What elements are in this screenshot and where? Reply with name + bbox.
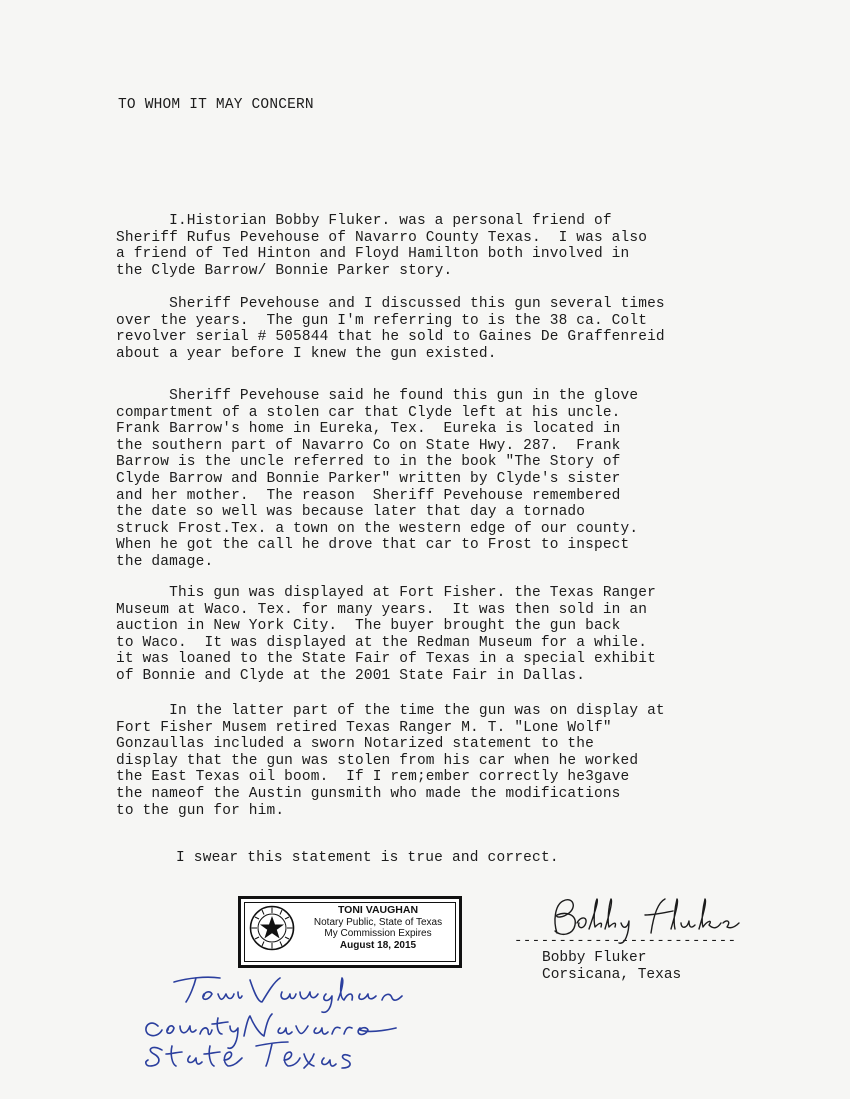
paragraph-2: Sheriff Pevehouse and I discussed this gun several times over the years. The gun I'm referring to is the 38 ca. Colt revolver serial # 505844 that he sold to Gaines De Graffenreid about a year before I knew the gun existed. — [116, 296, 665, 362]
signer-name: Bobby Fluker — [542, 950, 647, 966]
notary-stamp — [238, 896, 462, 968]
stamp-text — [303, 905, 453, 951]
paragraph-4: This gun was displayed at Fort Fisher. the Texas Ranger Museum at Waco. Tex. for many years. It was then sold in an auction in New York City. The buyer brought the gun back to Waco. It was displayed at the Redman Museum for a while. it was loaned to the State Fair of Texas in a special exhibit of Bonnie and Clyde at the 2001 State Fair in Dallas. — [116, 585, 656, 684]
notary-seal-icon — [249, 905, 295, 951]
signer-location: Corsicana, Texas — [542, 967, 682, 983]
paragraph-1: I.Historian Bobby Fluker. was a personal friend of Sheriff Rufus Pevehouse of Navarro County Texas. I was also a friend of Ted Hinton and Floyd Hamilton both involved in the Clyde Barrow/ Bonnie Parker story. — [116, 213, 648, 279]
commission-label: My Commission Expires — [324, 928, 432, 940]
paragraph-5: In the latter part of the time the gun was on display at Fort Fisher Musem retired Texas Ranger M. T. "Lone Wolf" Gonzaullas included a sworn Notarized statement to the display that the gun was stolen from his car when he worked the East Texas oil boom. If I rem;ember correctly he3gave the nameof the Austin gunsmith who made the modifications to the gun for him. — [116, 703, 665, 819]
notary-name: TONI VAUGHAN — [337, 904, 419, 916]
signature-line: ------------------------- — [514, 933, 737, 949]
sworn-statement: I swear this statement is true and correct. — [176, 850, 559, 866]
notary-title: Notary Public, State of Texas — [313, 916, 443, 928]
commission-date: August 18, 2015 — [339, 939, 417, 951]
paragraph-3: Sheriff Pevehouse said he found this gun in the glove compartment of a stolen car that Clyde left at his uncle. Frank Barrow's home in Eureka, Tex. Eureka is located in the southern part of Navarro Co on State Hwy. 287. Frank Barrow is the uncle referred to in the book "The Story of Clyde Barrow and Bonnie Parker" written by Clyde's sister and her mother. The reason Sheriff Pevehouse remembered the date so well was because later that day a tornado struck Frost.Tex. a town on the western edge of our county. When he got the call he drove that car to Frost to inspect the damage. — [116, 388, 639, 570]
salutation: TO WHOM IT MAY CONCERN — [118, 97, 314, 113]
notary-handwriting — [138, 970, 438, 1074]
